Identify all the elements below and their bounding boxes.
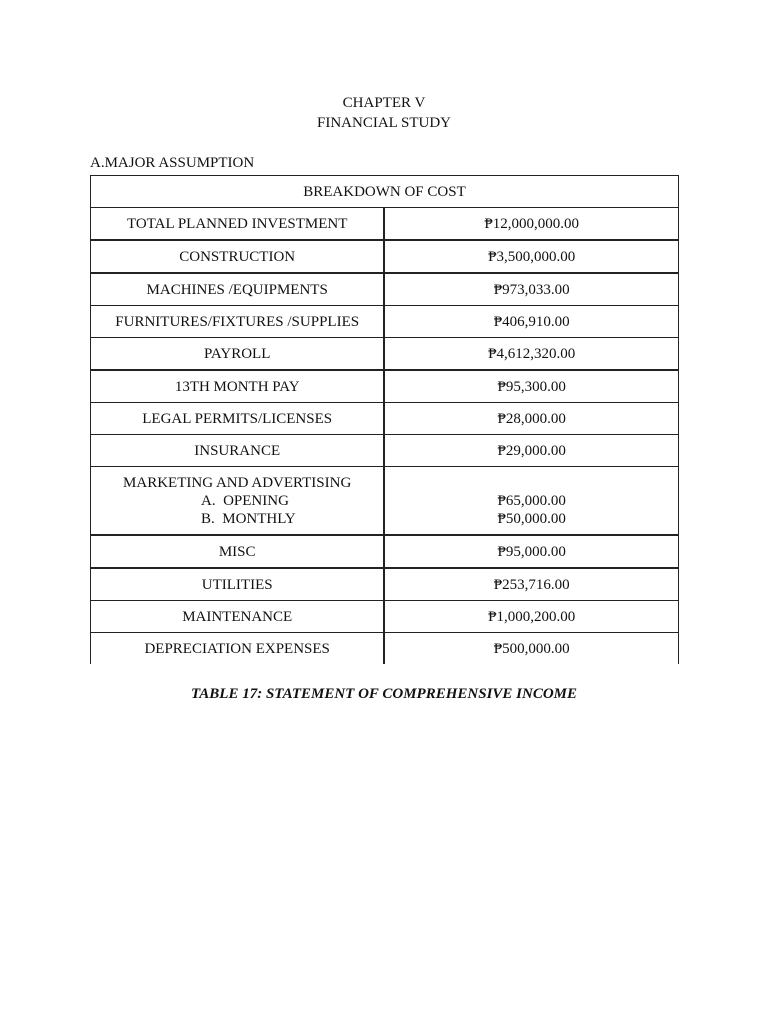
row-amount: ₱1,000,200.00 [384,601,678,633]
table-row [91,240,679,273]
marketing-sub-a: A. OPENING [201,492,289,509]
chapter-number: CHAPTER V [342,95,426,111]
table-row [91,338,679,371]
row-item: LEGAL PERMITS/LICENSES [91,403,385,435]
row-item: DEPRECIATION EXPENSES [91,633,385,665]
table-row [91,370,679,403]
table-header-row [91,176,679,208]
row-amount: ₱406,910.00 [384,306,678,338]
row-item: UTILITIES [91,568,385,601]
row-amount: ₱4,612,320.00 [384,338,678,371]
table-row-marketing [91,467,679,536]
table-row [91,435,679,467]
cost-breakdown-table [90,175,679,664]
row-item: INSURANCE [91,435,385,467]
row-amount: ₱12,000,000.00 [384,208,678,241]
table-row [91,208,679,241]
row-amount: ₱95,300.00 [384,370,678,403]
row-item: PAYROLL [91,338,385,371]
marketing-sub-b: B. MONTHLY [201,510,296,527]
table-caption: TABLE 17: STATEMENT OF COMPREHENSIVE INCOME [190,686,578,702]
chapter-title: FINANCIAL STUDY [316,115,452,131]
row-item: TOTAL PLANNED INVESTMENT [91,208,385,241]
row-item: MAINTENANCE [91,601,385,633]
chapter-heading [0,93,768,133]
row-amount: ₱95,000.00 [384,535,678,568]
table-row [91,403,679,435]
row-amount: ₱973,033.00 [384,273,678,306]
table-row [91,273,679,306]
table-row [91,535,679,568]
marketing-amount-a: ₱65,000.00 [497,492,566,509]
row-amount: ₱29,000.00 [384,435,678,467]
row-amount: ₱253,716.00 [384,568,678,601]
marketing-amount-b: ₱50,000.00 [497,510,566,527]
row-amount: ₱3,500,000.00 [384,240,678,273]
table-row [91,601,679,633]
row-item: MISC [91,535,385,568]
row-item: FURNITURES/FIXTURES /SUPPLIES [91,306,385,338]
row-item: 13TH MONTH PAY [91,370,385,403]
table-header: BREAKDOWN OF COST [91,176,679,208]
row-amount: ₱28,000.00 [384,403,678,435]
table-row [91,633,679,665]
row-item: MACHINES /EQUIPMENTS [91,273,385,306]
table-row [91,568,679,601]
marketing-label: MARKETING AND ADVERTISING [123,474,352,491]
row-amount [384,467,678,536]
table-row [91,306,679,338]
row-amount: ₱500,000.00 [384,633,678,665]
section-heading: A.MAJOR ASSUMPTION [90,155,255,171]
row-item [91,467,385,536]
row-item: CONSTRUCTION [91,240,385,273]
